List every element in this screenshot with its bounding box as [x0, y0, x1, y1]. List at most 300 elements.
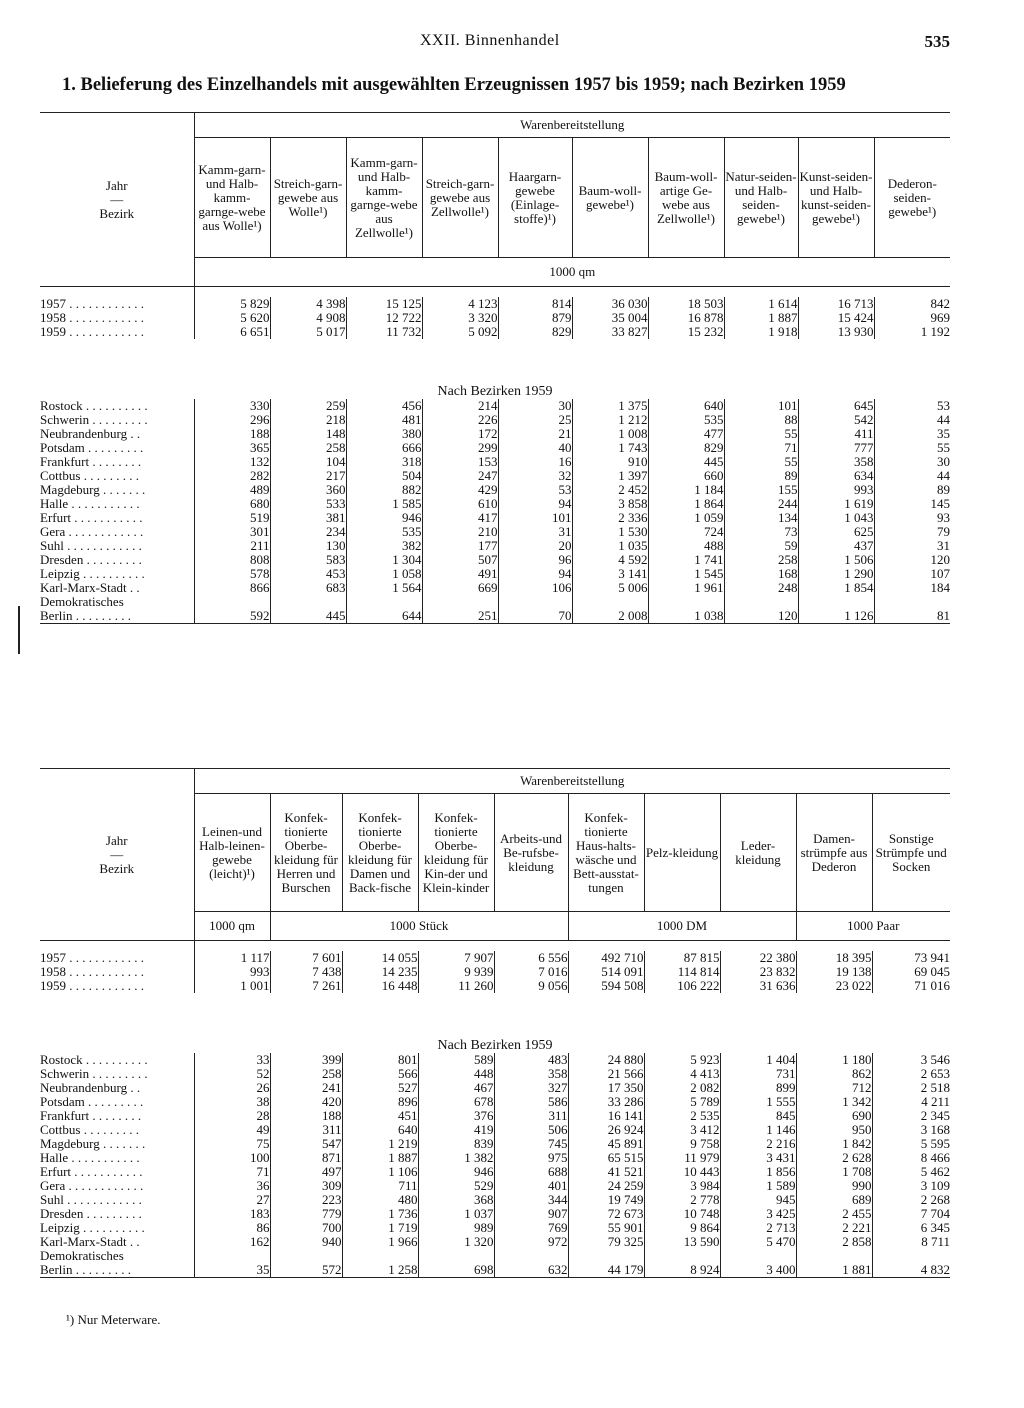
table-cell: 882	[346, 483, 422, 497]
table-cell: 477	[648, 427, 724, 441]
table-cell: 1 117	[194, 951, 270, 965]
table-cell: 5 620	[194, 311, 270, 325]
row-label: 1957 . . . . . . . . . . . .	[40, 951, 144, 965]
row-label: Rostock . . . . . . . . . .	[40, 399, 148, 413]
table-cell: 3 141	[572, 567, 648, 581]
table-cell: 35	[194, 1263, 270, 1278]
row-label: Schwerin . . . . . . . . .	[40, 413, 148, 427]
table-cell: 132	[194, 455, 270, 469]
row-label: Frankfurt . . . . . . . .	[40, 1109, 142, 1123]
table-cell: 94	[498, 497, 572, 511]
row-label: Potsdam . . . . . . . . .	[40, 441, 144, 455]
table-cell: 73 941	[872, 951, 950, 965]
table-cell: 420	[270, 1095, 342, 1109]
table-cell: 724	[648, 525, 724, 539]
table-cell: 488	[648, 539, 724, 553]
table-cell: 669	[422, 581, 498, 595]
table-cell: 1 555	[720, 1095, 796, 1109]
table-cell: 9 056	[494, 979, 568, 993]
district-row	[40, 1235, 950, 1249]
table-cell	[720, 1249, 796, 1263]
section-title: Nach Bezirken 1959	[437, 384, 553, 399]
table-cell: 950	[796, 1123, 872, 1137]
table-cell: 2 628	[796, 1151, 872, 1165]
table-cell: 358	[798, 455, 874, 469]
row-label: Erfurt . . . . . . . . . . .	[40, 511, 143, 525]
district-row	[40, 469, 950, 483]
table-cell: 153	[422, 455, 498, 469]
table-cell: 862	[796, 1067, 872, 1081]
table-cell: 9 939	[418, 965, 494, 979]
table-cell: 21	[498, 427, 572, 441]
table-cell: 2 653	[872, 1067, 950, 1081]
table-cell: 258	[270, 441, 346, 455]
row-label: Erfurt . . . . . . . . . . .	[40, 1165, 143, 1179]
table-cell: 258	[270, 1067, 342, 1081]
table-cell: 839	[418, 1137, 494, 1151]
table-cell: 344	[494, 1193, 568, 1207]
table-cell: 814	[498, 297, 572, 311]
table-cell: 27	[194, 1193, 270, 1207]
table-cell: 368	[418, 1193, 494, 1207]
table-cell: 506	[494, 1123, 568, 1137]
table-cell: 214	[422, 399, 498, 413]
table-cell: 44	[874, 413, 950, 427]
table-cell: 842	[874, 297, 950, 311]
table-cell: 1 035	[572, 539, 648, 553]
table-cell: 1 736	[342, 1207, 418, 1221]
table-cell: 81	[874, 609, 950, 624]
table-cell: 106 222	[644, 979, 720, 993]
table-cell: 1 043	[798, 511, 874, 525]
table-cell: 866	[194, 581, 270, 595]
table-cell: 483	[494, 1053, 568, 1067]
table-cell: 1 545	[648, 567, 724, 581]
table-cell: 5 017	[270, 325, 346, 339]
district-row	[40, 1067, 950, 1081]
table-cell: 907	[494, 1207, 568, 1221]
table-cell: 75	[194, 1137, 270, 1151]
page-number: 535	[924, 32, 950, 51]
table-cell: 25	[498, 413, 572, 427]
table-cell	[342, 1249, 418, 1263]
district-row	[40, 1151, 950, 1165]
table-cell: 35 004	[572, 311, 648, 325]
column-header: Sonstige Strümpfe und Socken	[872, 794, 950, 912]
table-cell: 358	[494, 1067, 568, 1081]
table-cell: 52	[194, 1067, 270, 1081]
table-cell	[572, 595, 648, 609]
stub-bezirk: Bezirk	[99, 205, 135, 221]
table-cell: 3 431	[720, 1151, 796, 1165]
table-cell: 480	[342, 1193, 418, 1207]
table-cell: 31	[874, 539, 950, 553]
table-cell: 678	[418, 1095, 494, 1109]
table-cell: 4 211	[872, 1095, 950, 1109]
table-cell: 489	[194, 483, 270, 497]
stub-header	[40, 113, 194, 287]
district-row	[40, 1221, 950, 1235]
table-cell: 1 059	[648, 511, 724, 525]
table-cell: 33 286	[568, 1095, 644, 1109]
row-label: Gera . . . . . . . . . . . .	[40, 525, 144, 539]
running-section-title: XXII. Binnenhandel	[420, 32, 560, 49]
table-cell: 162	[194, 1235, 270, 1249]
table-cell: 1 001	[194, 979, 270, 993]
column-header: Dederon-seiden-gewebe¹)	[874, 138, 950, 258]
table-cell: 745	[494, 1137, 568, 1151]
district-row	[40, 1053, 950, 1067]
table-cell: 3 425	[720, 1207, 796, 1221]
year-row	[40, 325, 950, 339]
table-cell: 2 455	[796, 1207, 872, 1221]
table-cell: 251	[422, 609, 498, 624]
table-cell: 241	[270, 1081, 342, 1095]
table-cell: 296	[194, 413, 270, 427]
row-label: Magdeburg . . . . . . .	[40, 483, 146, 497]
table-cell: 3 109	[872, 1179, 950, 1193]
table-cell: 28	[194, 1109, 270, 1123]
district-row	[40, 609, 950, 624]
table-cell: 32	[498, 469, 572, 483]
table-cell: 1 614	[724, 297, 798, 311]
table-cell: 535	[648, 413, 724, 427]
table-cell: 1 856	[720, 1165, 796, 1179]
table-cell: 73	[724, 525, 798, 539]
column-header: Konfek-tionierte Haus-halts-wäsche und Bett-ausstat-tungen	[568, 794, 644, 912]
table-cell: 7 438	[270, 965, 342, 979]
table-cell: 45 891	[568, 1137, 644, 1151]
table-cell: 18 503	[648, 297, 724, 311]
table-cell: 282	[194, 469, 270, 483]
table-cell: 993	[798, 483, 874, 497]
district-row	[40, 1193, 950, 1207]
stub-dash: —	[110, 846, 124, 862]
year-row	[40, 951, 950, 965]
table-cell: 101	[724, 399, 798, 413]
table-cell: 183	[194, 1207, 270, 1221]
table-cell: 451	[342, 1109, 418, 1123]
table-cell: 7 016	[494, 965, 568, 979]
section-heading-row	[40, 339, 950, 399]
table-cell: 972	[494, 1235, 568, 1249]
table-cell: 380	[346, 427, 422, 441]
row-label: Dresden . . . . . . . . .	[40, 1207, 142, 1221]
table-cell: 5 789	[644, 1095, 720, 1109]
table-cell: 5 092	[422, 325, 498, 339]
table-cell: 360	[270, 483, 346, 497]
table-cell: 491	[422, 567, 498, 581]
table-cell: 30	[874, 455, 950, 469]
district-row	[40, 1249, 950, 1263]
table-cell: 5 470	[720, 1235, 796, 1249]
table-2	[40, 768, 950, 1278]
table-cell: 226	[422, 413, 498, 427]
table-cell: 247	[422, 469, 498, 483]
table-cell: 1 219	[342, 1137, 418, 1151]
table-cell: 93	[874, 511, 950, 525]
table-cell	[270, 595, 346, 609]
table-cell: 155	[724, 483, 798, 497]
row-label: Neubrandenburg . .	[40, 427, 141, 441]
district-row	[40, 413, 950, 427]
table-cell: 666	[346, 441, 422, 455]
row-label: Frankfurt . . . . . . . .	[40, 455, 142, 469]
row-label: 1959 . . . . . . . . . . . .	[40, 979, 144, 993]
column-header: Streich-garn-gewebe aus Wolle¹)	[270, 138, 346, 258]
table-cell: 311	[270, 1123, 342, 1137]
table-cell: 1 887	[342, 1151, 418, 1165]
table-cell: 14 235	[342, 965, 418, 979]
table-cell: 399	[270, 1053, 342, 1067]
table-cell: 3 858	[572, 497, 648, 511]
table-cell: 542	[798, 413, 874, 427]
table-cell: 4 398	[270, 297, 346, 311]
table-cell: 31	[498, 525, 572, 539]
district-row	[40, 427, 950, 441]
table-cell: 910	[572, 455, 648, 469]
table-cell	[872, 1249, 950, 1263]
table-cell: 1 708	[796, 1165, 872, 1179]
table-cell: 3 320	[422, 311, 498, 325]
table-cell: 769	[494, 1221, 568, 1235]
row-label: Berlin . . . . . . . . .	[40, 609, 131, 623]
table-cell: 16	[498, 455, 572, 469]
table-cell: 258	[724, 553, 798, 567]
table-cell: 1 589	[720, 1179, 796, 1193]
table-cell: 86	[194, 1221, 270, 1235]
table-cell: 989	[418, 1221, 494, 1235]
table-cell: 65 515	[568, 1151, 644, 1165]
table-cell: 660	[648, 469, 724, 483]
table-cell: 3 168	[872, 1123, 950, 1137]
table-cell: 688	[494, 1165, 568, 1179]
table-cell: 492 710	[568, 951, 644, 965]
table-cell: 504	[346, 469, 422, 483]
row-label: Rostock . . . . . . . . . .	[40, 1053, 148, 1067]
table-cell: 1 530	[572, 525, 648, 539]
column-header: Baum-woll-artige Ge-webe aus Zellwolle¹)	[648, 138, 724, 258]
table-cell: 79 325	[568, 1235, 644, 1249]
table-cell: 625	[798, 525, 874, 539]
table-cell: 211	[194, 539, 270, 553]
table-cell: 993	[194, 965, 270, 979]
table-cell: 24 259	[568, 1179, 644, 1193]
table-cell: 15 232	[648, 325, 724, 339]
table-cell: 1 126	[798, 609, 874, 624]
table-cell: 578	[194, 567, 270, 581]
table-cell: 829	[648, 441, 724, 455]
table-cell: 731	[720, 1067, 796, 1081]
table-cell: 1 058	[346, 567, 422, 581]
table-cell: 23 832	[720, 965, 796, 979]
table-cell: 1 619	[798, 497, 874, 511]
table-cell: 1 585	[346, 497, 422, 511]
table-cell	[724, 595, 798, 609]
table-cell: 5 923	[644, 1053, 720, 1067]
table-cell: 311	[494, 1109, 568, 1123]
stub-jahr: Jahr	[105, 832, 128, 848]
table-cell: 20	[498, 539, 572, 553]
stub-dash: —	[110, 191, 124, 207]
table-cell: 177	[422, 539, 498, 553]
row-label: Suhl . . . . . . . . . . . .	[40, 1193, 142, 1207]
table-cell: 223	[270, 1193, 342, 1207]
district-row	[40, 441, 950, 455]
table-cell: 38	[194, 1095, 270, 1109]
table-cell: 130	[270, 539, 346, 553]
row-label: Dresden . . . . . . . . .	[40, 553, 142, 567]
table-cell	[568, 1249, 644, 1263]
table-cell: 871	[270, 1151, 342, 1165]
table-cell: 104	[270, 455, 346, 469]
table-cell: 1 881	[796, 1263, 872, 1278]
table-cell: 594 508	[568, 979, 644, 993]
table-cell: 683	[270, 581, 346, 595]
table-cell: 535	[346, 525, 422, 539]
table-cell: 71	[724, 441, 798, 455]
row-label: 1959 . . . . . . . . . . . .	[40, 325, 144, 339]
row-label: Magdeburg . . . . . . .	[40, 1137, 146, 1151]
stub-jahr: Jahr	[105, 177, 128, 193]
unit-label: 1000 qm	[194, 912, 270, 941]
table-cell: 16 878	[648, 311, 724, 325]
row-label: Neubrandenburg . .	[40, 1081, 141, 1095]
table-cell: 13 590	[644, 1235, 720, 1249]
table-cell: 259	[270, 399, 346, 413]
table-cell: 586	[494, 1095, 568, 1109]
table-cell: 7 261	[270, 979, 342, 993]
district-row	[40, 1179, 950, 1193]
year-row	[40, 979, 950, 993]
table-cell: 309	[270, 1179, 342, 1193]
table-cell: 680	[194, 497, 270, 511]
table-cell: 1 192	[874, 325, 950, 339]
table-cell: 712	[796, 1081, 872, 1095]
table-cell: 382	[346, 539, 422, 553]
table-cell: 4 123	[422, 297, 498, 311]
table-cell: 1 180	[796, 1053, 872, 1067]
table-cell: 445	[648, 455, 724, 469]
table-cell: 1 564	[346, 581, 422, 595]
table-cell: 244	[724, 497, 798, 511]
table-cell: 3 546	[872, 1053, 950, 1067]
district-row	[40, 483, 950, 497]
table-cell: 365	[194, 441, 270, 455]
table-cell: 88	[724, 413, 798, 427]
column-header: Streich-garn-gewebe aus Zellwolle¹)	[422, 138, 498, 258]
table-cell: 59	[724, 539, 798, 553]
group-header: Warenbereitstellung	[194, 113, 950, 138]
table-cell: 634	[798, 469, 874, 483]
table-cell: 70	[498, 609, 572, 624]
table-cell: 299	[422, 441, 498, 455]
district-row	[40, 1081, 950, 1095]
table-cell: 53	[498, 483, 572, 497]
table-cell: 945	[720, 1193, 796, 1207]
unit-label: 1000 Stück	[270, 912, 568, 941]
table-cell: 71	[194, 1165, 270, 1179]
table-cell: 11 732	[346, 325, 422, 339]
table-cell: 3 412	[644, 1123, 720, 1137]
table-cell: 5 006	[572, 581, 648, 595]
table-cell: 9 864	[644, 1221, 720, 1235]
table-cell: 6 345	[872, 1221, 950, 1235]
table-cell: 1 743	[572, 441, 648, 455]
table-cell: 21 566	[568, 1067, 644, 1081]
row-label: Leipzig . . . . . . . . . .	[40, 567, 145, 581]
table-cell: 1 037	[418, 1207, 494, 1221]
group-header: Warenbereitstellung	[194, 769, 950, 794]
column-header: Natur-seiden-und Halb-seiden-gewebe¹)	[724, 138, 798, 258]
table-cell: 481	[346, 413, 422, 427]
table-cell: 2 082	[644, 1081, 720, 1095]
table-cell: 1 342	[796, 1095, 872, 1109]
table-cell: 1 719	[342, 1221, 418, 1235]
table-cell: 55 901	[568, 1221, 644, 1235]
table-cell: 5 595	[872, 1137, 950, 1151]
table-cell: 1 397	[572, 469, 648, 483]
row-label: Leipzig . . . . . . . . . .	[40, 1221, 145, 1235]
table-cell: 632	[494, 1263, 568, 1278]
district-row	[40, 455, 950, 469]
table-cell: 184	[874, 581, 950, 595]
row-label: 1958 . . . . . . . . . . . .	[40, 965, 144, 979]
table-cell: 330	[194, 399, 270, 413]
table-cell: 172	[422, 427, 498, 441]
table-cell: 2 452	[572, 483, 648, 497]
table-cell: 437	[798, 539, 874, 553]
table-cell: 1 404	[720, 1053, 796, 1067]
district-row	[40, 1123, 950, 1137]
row-label: Potsdam . . . . . . . . .	[40, 1095, 144, 1109]
table-cell: 1 146	[720, 1123, 796, 1137]
unit-label: 1000 Paar	[796, 912, 950, 941]
table-cell	[796, 1249, 872, 1263]
row-label: Gera . . . . . . . . . . . .	[40, 1179, 144, 1193]
table-cell: 777	[798, 441, 874, 455]
table-cell: 79	[874, 525, 950, 539]
table-cell: 381	[270, 511, 346, 525]
table-cell	[194, 595, 270, 609]
table-cell: 448	[418, 1067, 494, 1081]
row-label: Demokratisches	[40, 1249, 124, 1263]
section-title: Nach Bezirken 1959	[437, 1038, 553, 1053]
table-cell: 16 448	[342, 979, 418, 993]
table-cell: 89	[724, 469, 798, 483]
table-cell: 72 673	[568, 1207, 644, 1221]
table-cell: 16 141	[568, 1109, 644, 1123]
table-cell: 566	[342, 1067, 418, 1081]
table-cell: 2 858	[796, 1235, 872, 1249]
table-cell: 26 924	[568, 1123, 644, 1137]
table-cell: 808	[194, 553, 270, 567]
unit-label: 1000 DM	[568, 912, 796, 941]
table-cell: 31 636	[720, 979, 796, 993]
table-cell: 13 930	[798, 325, 874, 339]
table-cell: 845	[720, 1109, 796, 1123]
table-cell: 514 091	[568, 965, 644, 979]
table-cell: 33 827	[572, 325, 648, 339]
row-label: Schwerin . . . . . . . . .	[40, 1067, 148, 1081]
table-cell: 11 979	[644, 1151, 720, 1165]
table-cell: 24 880	[568, 1053, 644, 1067]
table-cell: 445	[270, 609, 346, 624]
table-cell	[418, 1249, 494, 1263]
column-header: Kamm-garn- und Halb-kamm-garnge-webe aus Wolle¹)	[194, 138, 270, 258]
table-cell	[798, 595, 874, 609]
table-cell: 44	[874, 469, 950, 483]
